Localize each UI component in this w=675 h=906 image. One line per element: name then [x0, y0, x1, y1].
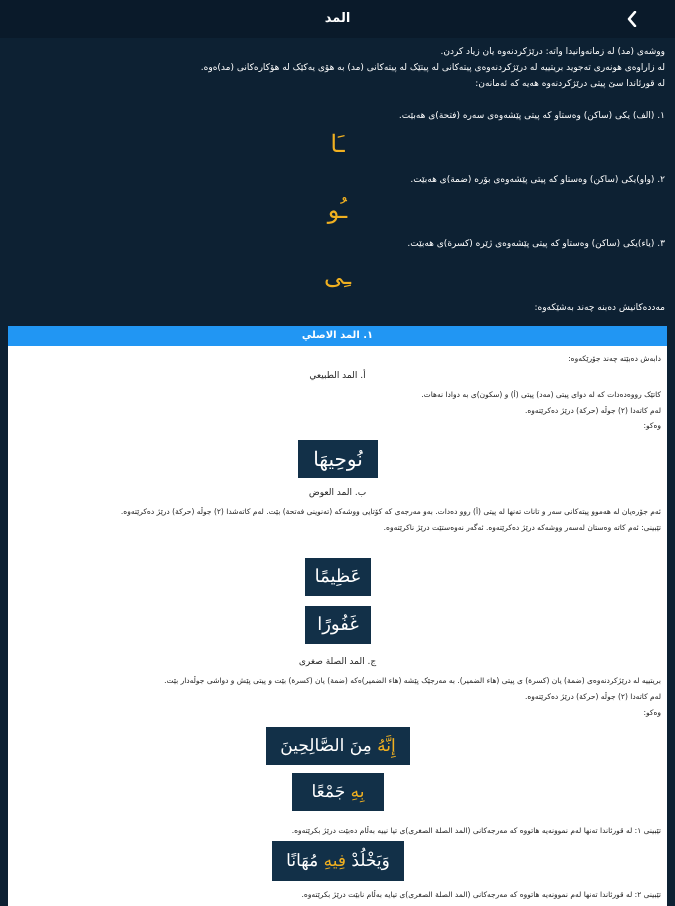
example-highlight: بِهِ	[350, 782, 365, 802]
intro-outro: مەددەکانیش دەبنە چەند بەشێکەوە:	[534, 303, 665, 313]
substitute-madd-text: تێبینی: ئەم کاتە وەستان لەسەر ووشەکە درێژ دەکرێتەوە. ئەگەر نەوەستێت درێژ ناکرێتەوە.	[383, 523, 661, 532]
alef-glyph: ـَا	[330, 130, 345, 158]
page-title: المد	[324, 11, 351, 26]
substitute-madd-text: ئەم جۆرەیان لە هەموو پیتەکانی سەر و تانات تەنها لە پیتی (أ) روو دەدات. بەو مەرجەی کە کۆتایی ووشەکە (تەنوینی فەتحة) بێت. لەم کاتەشدا (٢) جوڵە (حرکة) درێژ دەکرێتەوە.	[120, 507, 661, 516]
natural-madd-text: وەکو:	[643, 421, 661, 430]
example-highlight: فِيهِ	[323, 851, 346, 871]
example-box	[298, 440, 378, 478]
yaa-rule: ٣. (یاء)یکی (ساکن) وەستاو کە پیتی پێشەوەی ژێرە (کسرة)ی هەبێت.	[407, 239, 665, 249]
original-madd-panel	[8, 326, 667, 906]
example-text: وَيَخْلُدْ	[345, 851, 390, 871]
intro-line: ووشەی (مد) لە زمانەوانیدا واتە: درێژکردنەوە یان زیاد کردن.	[440, 47, 665, 57]
waw-glyph: ـُو	[327, 196, 348, 224]
intro-section	[0, 38, 675, 326]
example-box	[305, 606, 371, 644]
intro-line: لە زاراوەی هونەری تەجوید بریتییە لە درێژکردنەوەی پیتەکانی لە پیتێک لە پیتەکانی (مد) بە هۆی یەکێک لە هۆکارەکانی (مد)ەوە.	[200, 63, 665, 73]
example-box	[292, 773, 384, 811]
note-2: تێبینی ٢: لە قورئاندا تەنها لەم نموونەیە هاتووە کە مەرجەکانی (المد الصلة الصغرى)ی تیایە بەڵام نابێت درێژ بکرێتەوە.	[301, 890, 661, 899]
alef-rule: ١. (ألف) یکی (ساکن) وەستاو کە پیتی پێشەوەی سەرە (فتحة)ی هەبێت.	[398, 111, 665, 121]
sila-madd-title: ج. المد الصلة صغرى	[298, 657, 377, 667]
example-highlight: إِنَّهُ	[377, 736, 396, 756]
example-text: جَمْعًا	[311, 782, 351, 802]
example-box	[305, 558, 371, 596]
example-text: مُهَانًا	[286, 851, 324, 871]
natural-madd-text: لەم کاتەدا (٢) جوڵە (حرکة) درێژ دەکرێتەوە.	[524, 406, 661, 415]
example-text: مِنَ الصَّالِحِينَ	[280, 736, 378, 756]
back-button[interactable]	[637, 4, 667, 34]
note-1: تێبینی ١: لە قورئاندا تەنها لەم نموونەیە هاتووە کە مەرجەکانی (المد الصلة الصغرى)ی تیا نییە بەڵام دەبێت درێژ بکرێتەوە.	[291, 826, 661, 835]
sila-madd-text: لەم کاتەدا (٢) جوڵە (حرکة) درێژ دەکرێتەوە.	[524, 692, 661, 701]
example-box	[272, 841, 404, 881]
substitute-madd-title: ب. المد العوض	[308, 488, 367, 498]
sila-madd-text: وەکو:	[643, 708, 661, 717]
chevron-left-icon	[627, 11, 637, 27]
example-box	[266, 727, 410, 765]
section-title: ١. المد الاصلي	[8, 326, 667, 346]
sila-madd-text: بریتییە لە درێژکردنەوەی (ضمة) یان (کسرة) ی پیتی (هاء الضمیر). بە مەرجێک پێشە (هاء الضمیر)ەکە (ضمة) یان (کسرة) بێت و پیتی پێش و دواشی جوڵەدار بێت.	[164, 676, 661, 685]
natural-madd-text: کاتێک رووەدەدات کە لە دوای پیتی (مەد) پیتی (أ) و (سکون)ی بە دوادا نەهات.	[421, 390, 661, 399]
natural-madd-title: أ. المد الطبيعي	[309, 371, 366, 381]
section-intro: دابەش دەبێتە چەند جۆرێکەوە:	[568, 354, 661, 363]
example-text: غَفُورًا	[317, 614, 359, 635]
yaa-glyph: ـِی	[323, 262, 352, 290]
example-text: عَظِيمًا	[314, 566, 362, 587]
example-text: نُوحِيهَا	[313, 447, 363, 471]
top-app-bar	[0, 0, 675, 38]
intro-line: لە قورئاندا سێ پیتی درێژکردنەوە هەیە کە ئەمانەن:	[475, 79, 665, 89]
waw-rule: ٢. (واو)یکی (ساکن) وەستاو کە پیتی پێشەوەی بۆرە (ضمة)ی هەبێت.	[410, 175, 665, 185]
